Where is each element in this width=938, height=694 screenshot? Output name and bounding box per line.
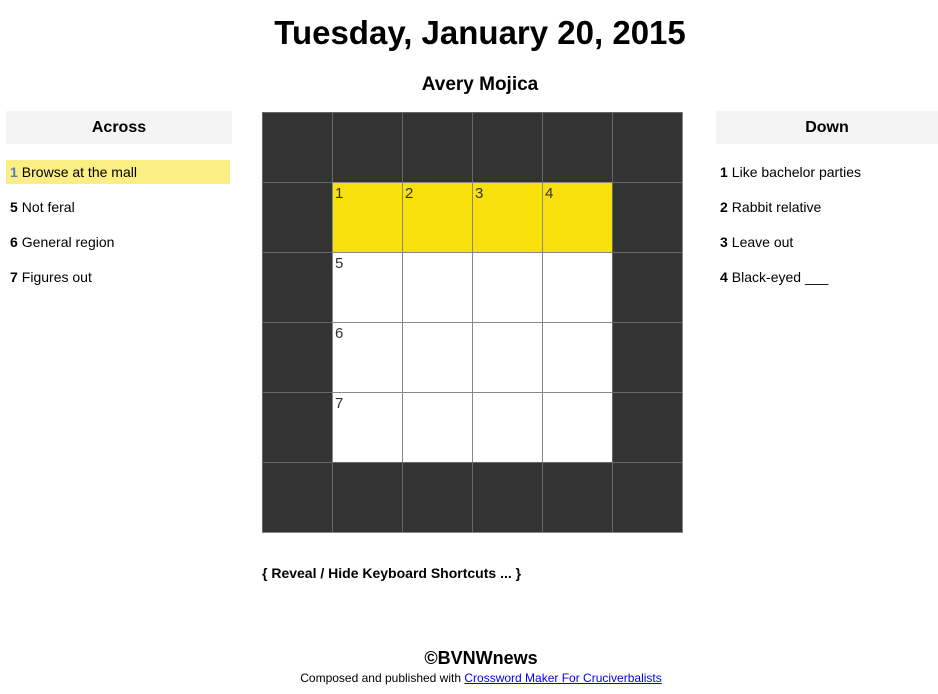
cell-number: 2 xyxy=(405,185,414,202)
black-cell xyxy=(402,112,472,182)
clue-text: Black-eyed ___ xyxy=(731,269,829,285)
grid-cell[interactable] xyxy=(332,322,402,392)
clue-number: 5 xyxy=(10,199,18,215)
black-cell xyxy=(612,252,682,322)
across-clue-1[interactable] xyxy=(6,160,230,184)
clue-text: Not feral xyxy=(21,199,75,215)
clue-number: 1 xyxy=(720,164,728,180)
crossword-grid xyxy=(262,112,683,533)
grid-cell[interactable] xyxy=(542,392,612,462)
clue-number: 1 xyxy=(10,164,18,180)
grid-cell[interactable] xyxy=(472,182,542,252)
clue-number: 2 xyxy=(720,199,728,215)
footer-credit-text: Composed and published with xyxy=(300,671,465,685)
across-header: Across xyxy=(6,111,232,144)
grid-cell[interactable] xyxy=(332,252,402,322)
black-cell xyxy=(402,462,472,532)
cell-number: 7 xyxy=(335,395,344,412)
black-cell xyxy=(612,322,682,392)
clue-text: Rabbit relative xyxy=(731,199,822,215)
footer-credit xyxy=(0,671,938,685)
cell-number: 6 xyxy=(335,325,344,342)
black-cell xyxy=(262,112,332,182)
clue-number: 6 xyxy=(10,234,18,250)
black-cell xyxy=(612,182,682,252)
down-clue-3[interactable] xyxy=(716,230,938,254)
down-panel xyxy=(716,111,938,300)
clue-number: 7 xyxy=(10,269,18,285)
black-cell xyxy=(612,392,682,462)
grid-cell[interactable] xyxy=(332,392,402,462)
black-cell xyxy=(262,182,332,252)
down-header: Down xyxy=(716,111,938,144)
grid-cell[interactable] xyxy=(542,182,612,252)
grid-cell[interactable] xyxy=(332,182,402,252)
grid-cell[interactable] xyxy=(402,392,472,462)
cell-number: 5 xyxy=(335,255,344,272)
cell-number: 4 xyxy=(545,185,554,202)
author-name: Avery Mojica xyxy=(421,74,539,95)
black-cell xyxy=(472,112,542,182)
black-cell xyxy=(332,462,402,532)
grid-cell[interactable] xyxy=(402,322,472,392)
down-clue-1[interactable] xyxy=(716,160,938,184)
across-clue-6[interactable] xyxy=(6,230,232,254)
page-title: Tuesday, January 20, 2015 xyxy=(274,14,686,51)
grid-cell[interactable] xyxy=(472,252,542,322)
grid-cell[interactable] xyxy=(542,252,612,322)
across-panel xyxy=(6,111,232,300)
black-cell xyxy=(472,462,542,532)
black-cell xyxy=(262,462,332,532)
black-cell xyxy=(612,462,682,532)
black-cell xyxy=(262,322,332,392)
grid-cell[interactable] xyxy=(402,182,472,252)
clue-number: 4 xyxy=(720,269,728,285)
black-cell xyxy=(542,112,612,182)
grid-cell[interactable] xyxy=(472,322,542,392)
black-cell xyxy=(262,392,332,462)
clue-text: Browse at the mall xyxy=(21,164,137,180)
grid-cell[interactable] xyxy=(472,392,542,462)
black-cell xyxy=(262,252,332,322)
across-clue-list xyxy=(6,160,232,289)
black-cell xyxy=(542,462,612,532)
down-clue-2[interactable] xyxy=(716,195,938,219)
grid-cell[interactable] xyxy=(402,252,472,322)
clue-number: 3 xyxy=(720,234,728,250)
footer-brand: ©BVNWnews xyxy=(424,648,538,668)
clue-text: Leave out xyxy=(731,234,794,250)
across-clue-5[interactable] xyxy=(6,195,232,219)
clue-text: Figures out xyxy=(21,269,92,285)
down-clue-4[interactable] xyxy=(716,265,938,289)
down-clue-list xyxy=(716,160,938,289)
clue-text: Like bachelor parties xyxy=(731,164,861,180)
clue-text: General region xyxy=(21,234,115,250)
across-clue-7[interactable] xyxy=(6,265,232,289)
grid-cell[interactable] xyxy=(542,322,612,392)
keyboard-shortcuts-toggle[interactable]: { Reveal / Hide Keyboard Shortcuts ... } xyxy=(262,565,522,581)
cell-number: 3 xyxy=(475,185,484,202)
cell-number: 1 xyxy=(335,185,344,202)
black-cell xyxy=(612,112,682,182)
black-cell xyxy=(332,112,402,182)
crossword-maker-link[interactable]: Crossword Maker For Cruciverbalists xyxy=(464,671,662,685)
